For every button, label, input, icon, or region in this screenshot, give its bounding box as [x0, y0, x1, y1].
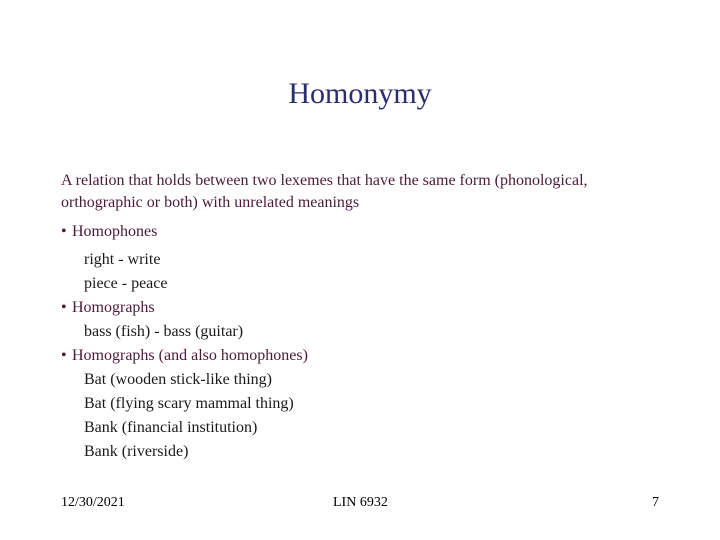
footer-course: LIN 6932: [333, 495, 388, 510]
bullet-icon: •: [61, 223, 67, 240]
bullet-label: Homographs (and also homophones): [72, 347, 308, 364]
homonymy-list: [61, 220, 681, 464]
example-item: Bank (financial institution): [84, 419, 258, 436]
intro-line-1: A relation that holds between two lexemes that have the same form (phonological,: [61, 172, 588, 189]
bullet-icon: •: [61, 347, 67, 364]
group-homophones: [61, 220, 681, 296]
slide-title: Homonymy: [288, 77, 432, 110]
group-homographs-homophones: [61, 344, 681, 464]
bullet-homographs-homophones: [61, 344, 681, 368]
group-homographs: [61, 296, 681, 344]
example-item: Bank (riverside): [84, 443, 189, 460]
footer-page-number: 7: [652, 495, 659, 510]
intro-text: [61, 170, 701, 214]
bullet-label: Homographs: [72, 299, 155, 316]
example-item: Bat (wooden stick-like thing): [84, 371, 272, 388]
bullet-icon: •: [61, 299, 67, 316]
intro-line-2: orthographic or both) with unrelated meanings: [61, 194, 360, 211]
example-item: bass (fish) - bass (guitar): [84, 323, 244, 340]
bullet-homographs: [61, 296, 681, 320]
example-item: Bat (flying scary mammal thing): [84, 395, 294, 412]
bullet-label: Homophones: [72, 223, 158, 240]
example-item: piece - peace: [84, 275, 168, 292]
example-item: right - write: [84, 251, 161, 268]
footer-date: 12/30/2021: [61, 495, 125, 510]
bullet-homophones: [61, 220, 681, 244]
